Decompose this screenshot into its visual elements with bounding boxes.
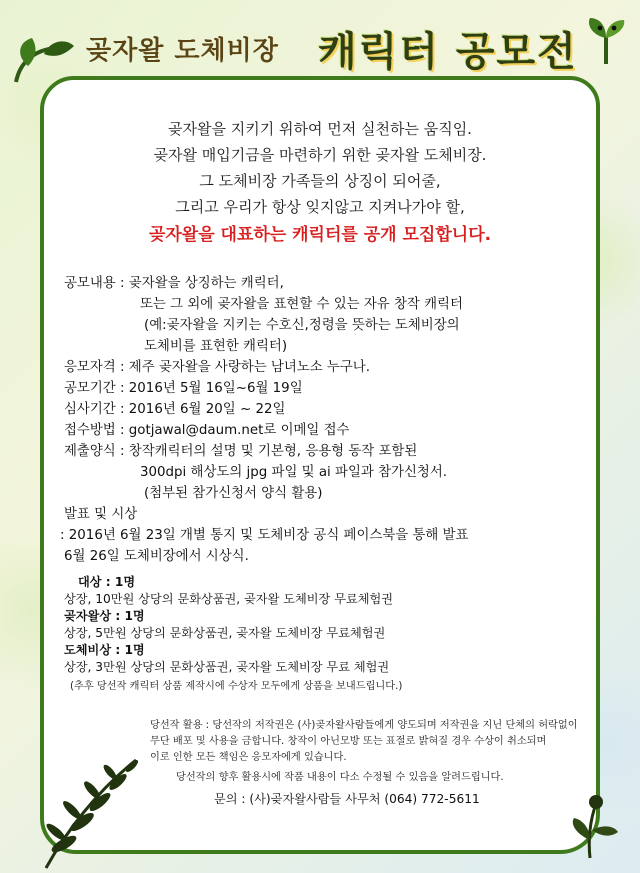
fern-icon (36, 752, 156, 870)
detail-format-line: (첨부된 참가신청서 양식 활용) (144, 486, 323, 501)
title-subtitle: 곶자왈 도체비장 (86, 36, 279, 66)
detail-period: 공모기간 : 2016년 5월 16일~6월 19일 (64, 381, 303, 396)
footer-line: 이로 인한 모든 책임은 응모자에게 있습니다. (150, 752, 347, 763)
prize-desc: 상장, 3만원 상당의 문화상품권, 곶자왈 도체비장 무료 체험권 (64, 660, 390, 674)
contact-info: 문의 : (사)곶자왈사람들 사무처 (064) 772-5611 (214, 792, 480, 806)
intro-block (60, 116, 580, 250)
sprout-mascot-icon (584, 14, 628, 66)
prize-note: (추후 당선작 캐릭터 상품 제작시에 수상자 모두에게 상품을 보내드립니다.) (70, 681, 403, 692)
footer-line: 당선작의 향후 활용시에 작품 내용이 다소 수정될 수 있음을 알려드립니다. (176, 772, 504, 783)
detail-eligibility: 응모자격 : 제주 곶자왈을 사랑하는 남녀노소 누구나. (64, 360, 370, 375)
prize-desc: 상장, 10만원 상당의 문화상품권, 곶자왈 도체비장 무료체험권 (64, 592, 394, 606)
title-main: 캐릭터 공모전 (318, 29, 578, 75)
detail-format-line: 300dpi 해상도의 jpg 파일 및 ai 파일과 참가신청서. (140, 465, 448, 480)
detail-format: 제출양식 : 창작캐릭터의 설명 및 기본형, 응용형 동작 포함된 (64, 444, 418, 459)
prize-title: 도체비상 : 1명 (64, 643, 145, 657)
detail-review: 심사기간 : 2016년 6월 20일 ~ 22일 (64, 402, 286, 417)
detail-content-line: 또는 그 외에 곶자왈을 표현할 수 있는 자유 창작 캐릭터 (140, 297, 463, 312)
plant-icon (560, 790, 630, 860)
prize-title: 곶자왈상 : 1명 (64, 609, 145, 623)
detail-content-line: 도체비를 표현한 캐릭터) (144, 339, 288, 354)
intro-line: 그 도체비장 가족들의 상징이 되어줄, (199, 172, 441, 190)
footer-line: 당선작 활용 : 당선작의 저작권은 (사)곶자왈사람들에게 양도되며 저작권을 지닌 단체의 허락없이 (150, 720, 578, 731)
intro-line: 곶자왈을 지키기 위하여 먼저 실천하는 움직임. (168, 120, 472, 138)
detail-announce-line: : 2016년 6월 23일 개별 통지 및 도체비장 공식 페이스북을 통해 발표 (60, 528, 469, 543)
intro-line: 그리고 우리가 항상 잊지않고 지켜나가야 할, (175, 198, 465, 216)
intro-line: 곶자왈 매입기금을 마련하기 위한 곶자왈 도체비장. (153, 146, 487, 164)
detail-submission: 접수방법 : gotjawal@daum.net로 이메일 접수 (64, 423, 350, 438)
corner-sprout-icon (10, 32, 80, 88)
detail-content-line: (예:곶자왈을 지키는 수호신,정령을 뜻하는 도체비장의 (144, 318, 460, 333)
prize-title: 대상 : 1명 (78, 575, 136, 589)
detail-announce-title: 발표 및 시상 (64, 507, 138, 522)
intro-highlight: 곶자왈을 대표하는 캐릭터를 공개 모집합니다. (148, 225, 492, 245)
footer-line: 무단 배포 및 사용을 금합니다. 창작이 아닌모방 또는 표절로 밝혀질 경우 수상이 취소되며 (150, 736, 547, 747)
detail-content: 공모내용 : 곶자왈을 상징하는 캐릭터, (64, 276, 284, 291)
prize-desc: 상장, 5만원 상당의 문화상품권, 곶자왈 도체비장 무료체험권 (64, 626, 386, 640)
detail-announce-line: 6월 26일 도체비장에서 시상식. (64, 549, 249, 564)
